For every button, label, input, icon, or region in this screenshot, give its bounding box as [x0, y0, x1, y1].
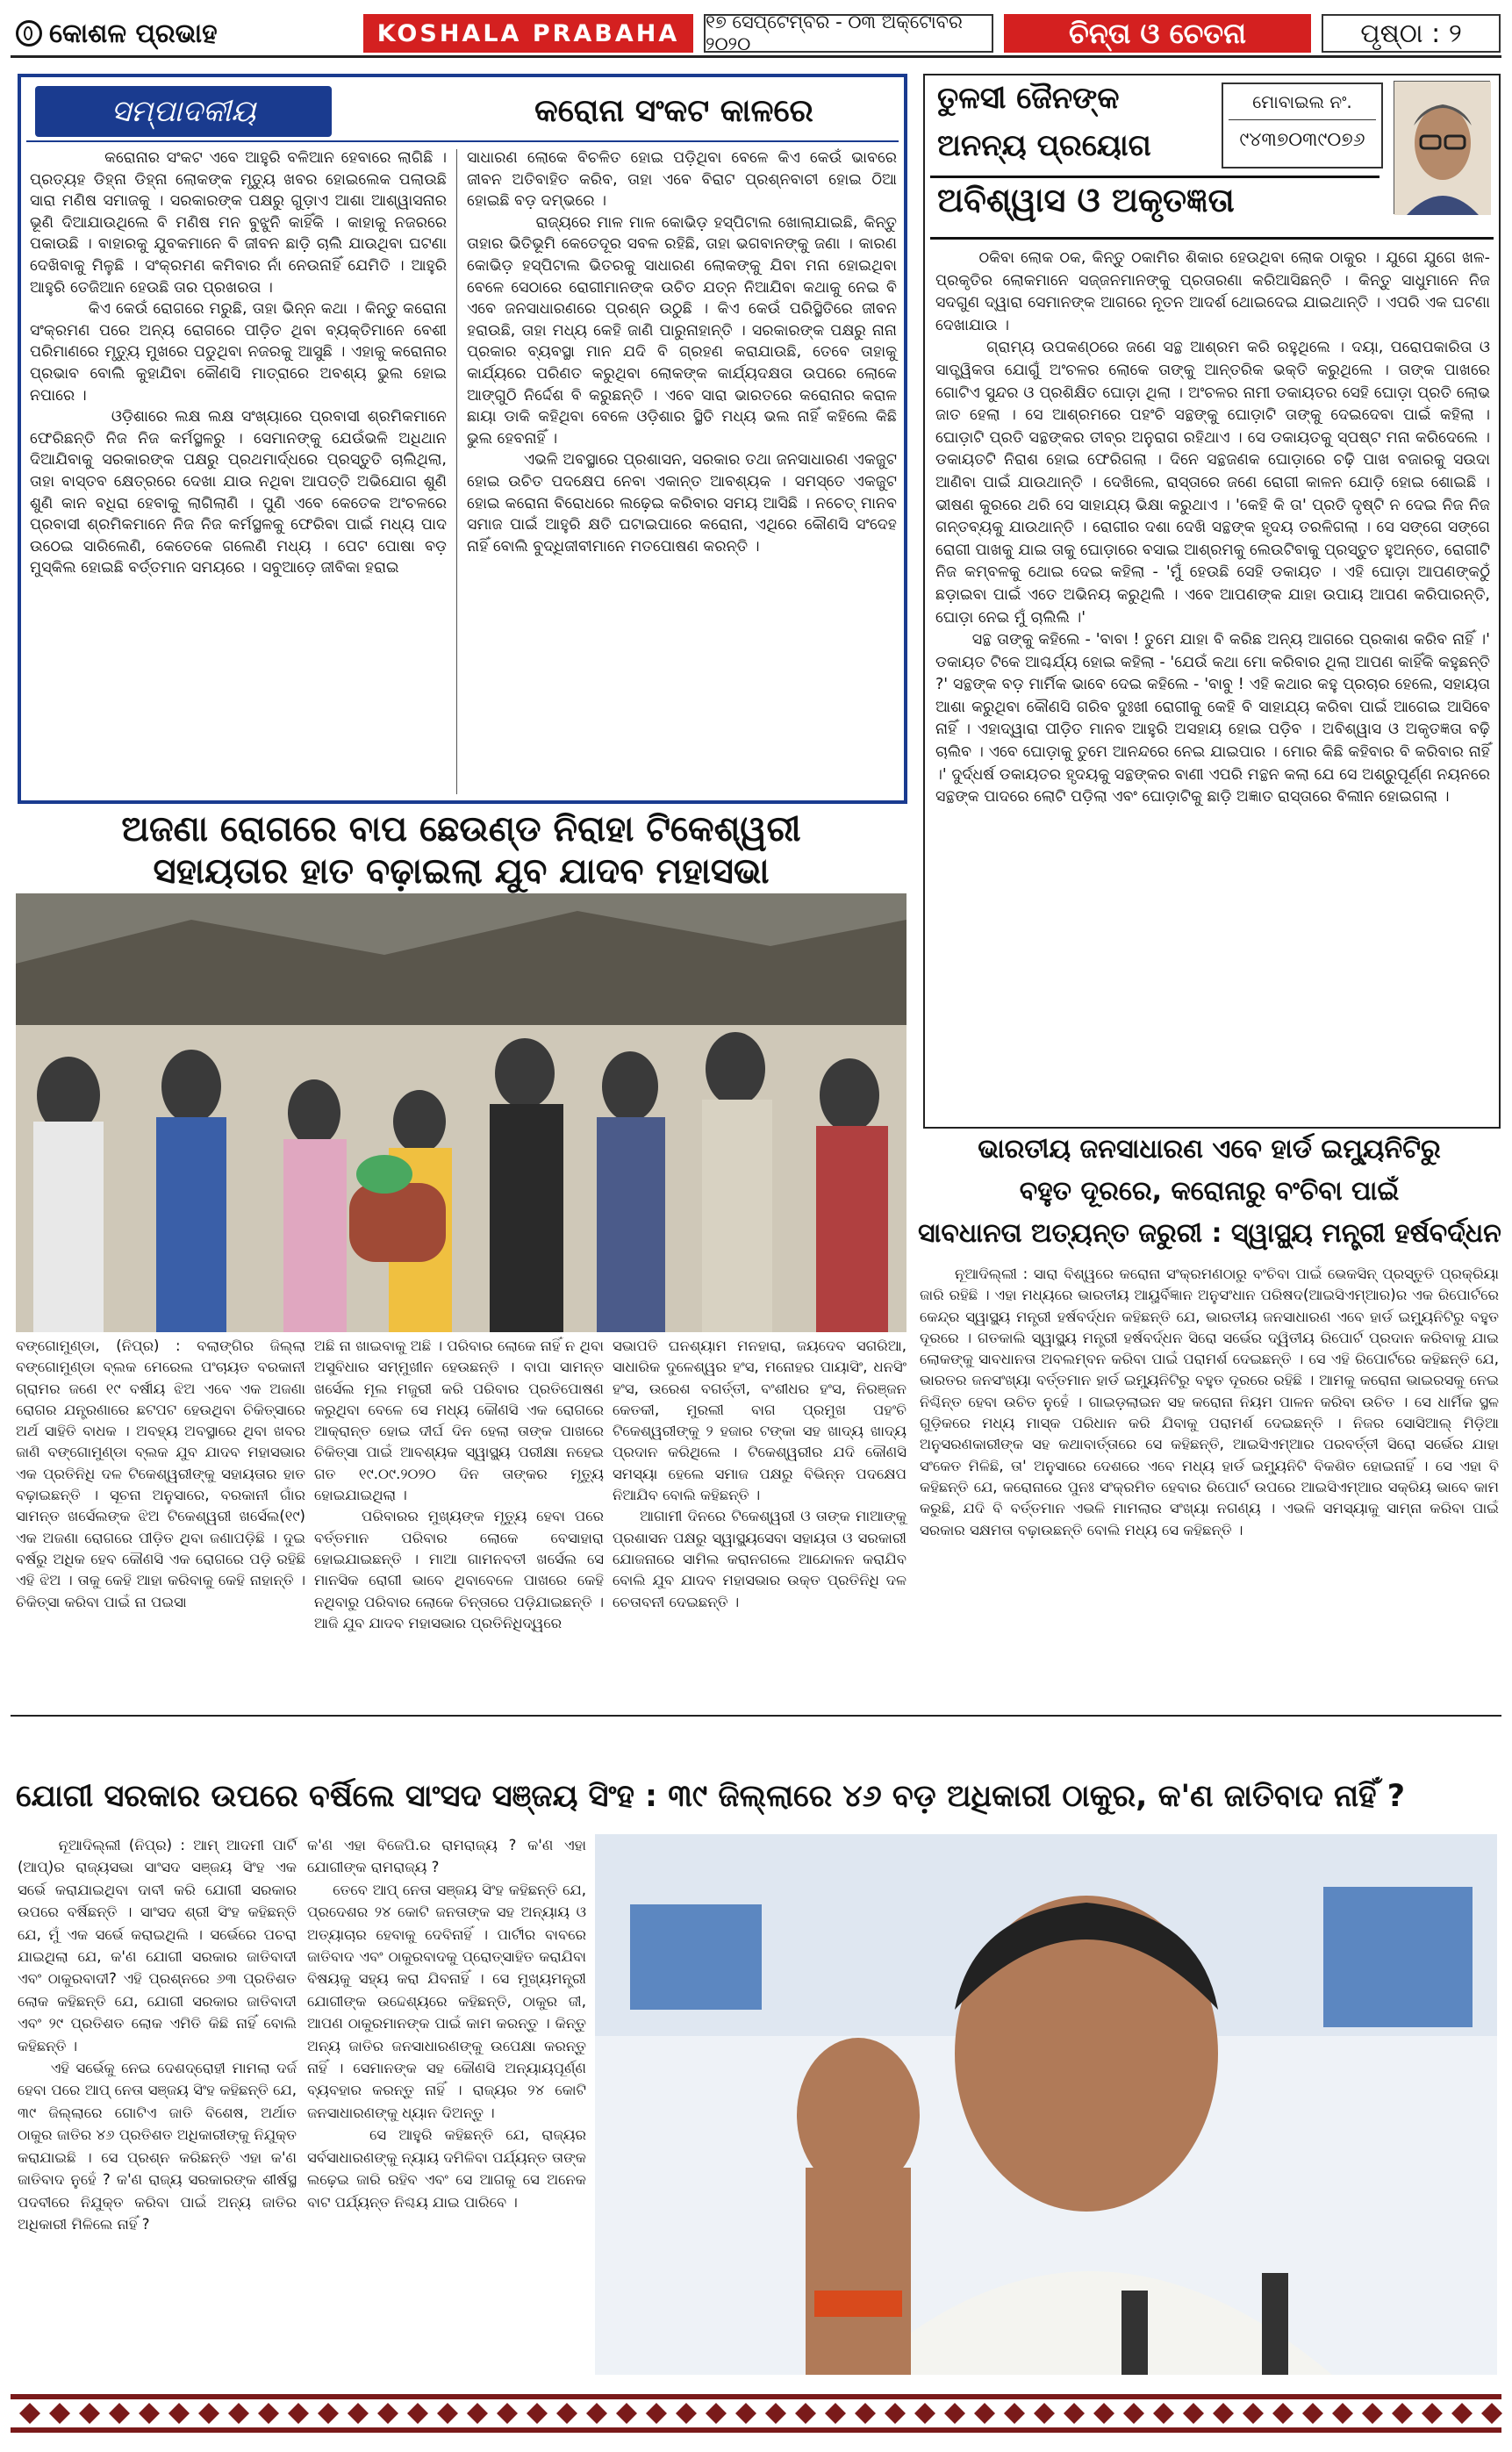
speaker-photo [595, 1834, 1497, 2375]
editorial-col2: ସାଧାରଣ ଲୋକେ ବିଚଳିତ ହୋଇ ପଡ଼ିଥିବା ବେଳେ କିଏ କେଉଁ ଭାବରେ ଜୀବନ ଅତିବାହିତ କରିବ, ତାହା ଏବେ ବିରାଟ ପ୍ରଶ୍ନବାଚୀ ହୋଇ ଠିଆ ହୋଇଛି ବଡ଼ ଦମ୍ଭରେ । ରାଜ୍ୟରେ ମାଳ ମାଳ କୋଭିଡ଼ ହସ୍ପିଟାଲ ଖୋଲାଯାଇଛି, କିନ୍ତୁ ତାହାର ଭିତିଭୂମି କେତେଦୂର ସବଳ ରହିଛି, ତାହା ଭଗବାନଙ୍କୁ ଜଣା । କାରଣ କୋଭିଡ଼ ହସ୍ପିଟାଲ ଭିତରକୁ ସାଧାରଣ ଲୋକଙ୍କୁ ଯିବା ମନା ହୋଇଥିବା ବେଳେ ସେଠାରେ ରୋଗୀମାନଙ୍କ ଉଚିତ ଯତ୍ନ ନିଆଯିବା କଥାକୁ ନେଇ ବି ଏବେ ଜନସାଧାରଣରେ ପ୍ରଶ୍ନ ଉଠୁଛି । କିଏ କେଉଁ ପରିସ୍ଥିତିରେ ଜୀବନ ହରାଉଛି, ତାହା ମଧ୍ୟ କେହି ଜାଣି ପାରୁନାହାନ୍ତି । ସରକାରଙ୍କ ପକ୍ଷରୁ ନାନା ପ୍ରକାର ବ୍ୟବସ୍ଥା ମାନ ଯଦି ବି ଗ୍ରହଣ କରାଯାଉଛି, ତେବେ ତାହାକୁ କାର୍ଯ୍ୟରେ ପରିଣତ କରୁଥିବା ଲୋକଙ୍କ କାର୍ଯ୍ୟଦକ୍ଷତା ଉପରେ ଲୋକେ ଆଙ୍ଗୁଠି ନିର୍ଦ୍ଦେଶ ବି କରୁଛନ୍ତି । ଏବେ ସାରା ଭାରତରେ କରୋନାର କରାଳ ଛାୟା ଡାକି କହିଥିବା ବେଳେ ଓଡ଼ିଶାର ସ୍ଥିତି ମଧ୍ୟ ଭଲ ନାହିଁ କହିଲେ କିଛି ଭୁଲ ହେବନାହିଁ । ଏଭଳି ଅବସ୍ଥାରେ ପ୍ରଶାସନ, ସରକାର ତଥା ଜନସାଧାରଣ ଏକଜୁଟ ହୋଇ ଉଚିତ ପଦକ୍ଷେପ ନେବା ଏକାନ୍ତ ଆବଶ୍ୟକ । ସମସ୍ତେ ଏକଜୁଟ ହୋଇ କରୋନା ବିରୋଧରେ ଲଢ଼େଇ କରିବାର ସମୟ ଆସିଛି । ନଚେତ୍ ମାନବ ସମାଜ ପାଇଁ ଆହୁରି କ୍ଷତି ଘଟାଇପାରେ କରୋନା, ଏଥିରେ କୌଣସି ସଂଦେହ ନାହିଁ ବୋଲି ବୁଦ୍ଧିଜୀବୀମାନେ ମତପୋଷଣ କରନ୍ତି । [467, 149, 897, 556]
newspaper-logo: କୋଶଳ ପ୍ରଭାହ [11, 14, 344, 53]
story1-col2: ଅଛି ନା ଖାଇବାକୁ ଅଛି । ପରିବାର ଲୋକେ ନାହିଁ ନ ଥିବା ଅସୁବିଧାର ସମ୍ମୁଖୀନ ହେଉଛନ୍ତି । ବାପା ସାମନ୍ତ ଖର୍ସେଲ ମୂଲ ମଜୁରୀ କରି ପରିବାର ପ୍ରତିପୋଷଣ କରୁଥିବା ବେଳେ ସେ ମଧ୍ୟ କୌଣସି ଏକ ରୋଗରେ ଆକ୍ରାନ୍ତ ହୋଇ ଦୀର୍ଘ ଦିନ ହେଲା ତାଙ୍କ ପାଖରେ ଚିକିତ୍ସା ପାଇଁ ଆବଶ୍ୟକ ସ୍ୱାସ୍ଥ୍ୟ ପରୀକ୍ଷା ନହେଇ ଗତ ୧୯.୦୯.୨୦୨୦ ଦିନ ତାଙ୍କର ମୃତ୍ୟୁ ହୋଇଯାଇଥିଲା । ପରିବାରର ମୁଖ୍ୟଙ୍କ ମୃତ୍ୟୁ ହେବା ପରେ ବର୍ତ୍ତମାନ ପରିବାର ଲୋକେ ବେସାହାରା ହୋଇଯାଇଛନ୍ତି । ମାଆ ଗାମନବତୀ ଖର୍ସେଲ ସେ ମାନସିକ ରୋଗୀ ଭାବେ ଥିବାବେଳେ ପାଖରେ କେହି ନଥିବାରୁ ପରିବାର ଲୋକେ ଚିନ୍ତାରେ ପଡ଼ିଯାଇଛନ୍ତି । ଆଜି ଯୁବ ଯାଦବ ମହାସଭାର ପ୍ରତିନିଧିଦ୍ୱରେ [314, 1337, 604, 1631]
column-headline: ଅବିଶ୍ୱାସ ଓ ଅକୃତଜ୍ଞତା [937, 181, 1235, 219]
page-number: ପୃଷ୍ଠା : ୨ [1322, 14, 1501, 53]
story3-col2: କ'ଣ ଏହା ବିଜେପି.ର ରାମରାଜ୍ୟ ? କ'ଣ ଏହା ଯୋଗୀଙ୍କ ରାମରାଜ୍ୟ ? ତେବେ ଆପ୍ ନେତା ସଞ୍ଜୟ ସିଂହ କହିଛନ୍ତି ଯେ, ପ୍ରଦେଶର ୨୪ କୋଟି ଜନତାଙ୍କ ସହ ଅନ୍ୟାୟ ଓ ଅତ୍ୟାଚାର ହେବାକୁ ଦେବିନାହିଁ । ପାର୍ଟୀର ବାବରେ ଜାତିବାଦ ଏବଂ ଠାକୁରବାଦକୁ ପ୍ରୋତ୍ସାହିତ କରାଯିବା ବିଷୟକୁ ସହ୍ୟ କରା ଯିବନାହିଁ । ସେ ମୁଖ୍ୟମନ୍ତ୍ରୀ ଯୋଗୀଙ୍କ ଉଦ୍ଦେଶ୍ୟରେ କହିଛନ୍ତି, ଠାକୁର ଜୀ, ଆପଣ ଠାକୁରମାନଙ୍କ ପାଇଁ କାମ କରନ୍ତୁ । କିନ୍ତୁ ଅନ୍ୟ ଜାତିର ଜନସାଧାରଣଙ୍କୁ ଉପେକ୍ଷା କରନ୍ତୁ ନାହିଁ । ସେମାନଙ୍କ ସହ କୌଣସି ଅନ୍ୟାୟପୂର୍ଣ୍ଣ ବ୍ୟବହାର କରନ୍ତୁ ନାହିଁ । ରାଜ୍ୟର ୨୪ କୋଟି ଜନସାଧାରଣଙ୍କୁ ଧ୍ୟାନ ଦିଅନ୍ତୁ । ସେ ଆହୁରି କହିଛନ୍ତି ଯେ, ରାଜ୍ୟର ସର୍ବସାଧାରଣଙ୍କୁ ନ୍ୟାୟ ଦମିଳିବା ପର୍ଯ୍ୟନ୍ତ ତାଙ୍କ ଲଢ଼େଇ ଜାରି ରହିବ ଏବଂ ସେ ଆଗକୁ ସେ ଅନେକ ବାଟ ପର୍ଯ୍ୟନ୍ତ ନିଶ୍ଚୟ ଯାଇ ପାରିବେ । [307, 1837, 586, 2211]
story2-headline-line2: ବହୁତ ଦୂରରେ, କରୋନାରୁ ବଂଚିବା ପାଇଁ [1019, 1176, 1400, 1207]
section-title: ଚିନ୍ତା ଓ ଚେତନା [1004, 14, 1311, 53]
column-body: ଠକିବା ଲୋକ ଠକ, କିନ୍ତୁ ଠକାମିର ଶିକାର ହେଉଥିବା ଲୋକ ଠାକୁର । ଯୁଗେ ଯୁଗେ ଖଳ-ପ୍ରକୃତିର ଲୋକମାନେ ସଜ୍ଜନମାନଙ୍କୁ ପ୍ରତାରଣା କରିଆସିଛନ୍ତି । କିନ୍ତୁ ସାଧୁମାନେ ନିଜ ସଦଗୁଣ ଦ୍ୱାରା ସେମାନଙ୍କ ଆଗରେ ନୂତନ ଆଦର୍ଶ ଥୋଇଦେଇ ଯାଇଥାନ୍ତି । ଏପରି ଏକ ଘଟଣା ଦେଖାଯାଉ । ଗ୍ରାମ୍ୟ ଉପକଣ୍ଠରେ ଜଣେ ସନ୍ଥ ଆଶ୍ରମ କରି ରହୁଥିଲେ । ଦୟା, ପରୋପକାରିତା ଓ ସାତ୍ତ୍ୱିକତା ଯୋଗୁଁ ଅଂଚଳର ଲୋକେ ତାଙ୍କୁ ଆନ୍ତରିକ ଭକ୍ତି କରୁଥିଲେ । ତାଙ୍କ ପାଖରେ ଗୋଟିଏ ସୁନ୍ଦର ଓ ପ୍ରଶିକ୍ଷିତ ଘୋଡ଼ା ଥିଲା । ଅଂଚଳର ନାମୀ ଡକାୟତର ସେହି ଘୋଡ଼ା ପ୍ରତି ଲୋଭ ଜାତ ହେଲା । ସେ ଆଶ୍ରମରେ ପହଂଚି ସନ୍ଥଙ୍କୁ ଘୋଡ଼ାଟି ତାଙ୍କୁ ଦେଇଦେବା ପାଇଁ କହିଲା । ଘୋଡ଼ାଟି ପ୍ରତି ସନ୍ଥଙ୍କର ତୀବ୍ର ଅନୁରାଗ ରହିଥାଏ । ସେ ଡକାୟତକୁ ସ୍ପଷ୍ଟ ମନା କରିଦେଲେ । ଡକାୟତଟି ନିରାଶ ହୋଇ ଫେରିଗଲା । ଦିନେ ସନ୍ଥଜଣକ ଘୋଡ଼ାରେ ଚଢ଼ି ପାଖ ବଜାରକୁ ସଉଦା ଆଣିବା ପାଇଁ ଯାଉଥାନ୍ତି । ଦେଖିଲେ, ରାସ୍ତାରେ ଜଣେ ରୋଗୀ କାଳନ ଯୋଡ଼ି ହୋଇ ଶୋଇଛି । ଭୀଷଣ କୁରରେ ଥରି ସେ ସାହାଯ୍ୟ ଭିକ୍ଷା କରୁଥାଏ । 'କେହି କି ତା' ପ୍ରତି ଦୃଷ୍ଟି ନ ଦେଇ ନିଜ ନିଜ ଗନ୍ତବ୍ୟକୁ ଯାଉଥାନ୍ତି । ରୋଗୀର ଦଶା ଦେଖି ସନ୍ଥଙ୍କ ହୃଦୟ ତରଳିଗଲା । ସେ ସଙ୍ଗେ ସଙ୍ଗେ ରୋଗୀ ପାଖକୁ ଯାଇ ତାକୁ ଘୋଡ଼ାରେ ବସାଇ ଆଶ୍ରମକୁ ଲେଉଟିବାକୁ ପ୍ରସ୍ତୁତ ହୁଅନ୍ତେ, ରୋଗୀଟି ନିଜ କମ୍ବଳକୁ ଥୋଇ ଦେଇ କହିଲା - 'ମୁଁ ହେଉଛି ସେହି ଡକାୟତ । ଏହି ଘୋଡ଼ା ଆପଣଙ୍କଠୁଁ ଛଡ଼ାଇବା ପାଇଁ ଏତେ ଅଭିନୟ କରୁଥିଲି । ଏବେ ଆପଣଙ୍କ ଯାହା ଉପାୟ ଆପଣ କରିପାରନ୍ତି, ଘୋଡ଼ା ନେଇ ମୁଁ ଚାଲିଲି ।' ସନ୍ଥ ତାଙ୍କୁ କହିଲେ - 'ବାବା ! ତୁମେ ଯାହା ବି କରିଛ ଅନ୍ୟ ଆଗରେ ପ୍ରକାଶ କରିବ ନାହିଁ ।' ଡକାୟତ ଟିକେ ଆଶ୍ଚର୍ଯ୍ୟ ହୋଇ କହିଲା - 'ଯେଉଁ କଥା ମୋ କରିବାର ଥିଲା ଆପଣ କାହିଁକି କହୁଛନ୍ତି ?' ସନ୍ଥଙ୍କ ବଡ଼ ମାର୍ମିକ ଭାବେ ଦେଇ କହିଲେ - 'ବାବୁ ! ଏହି କଥାର କହୁ ପ୍ରଚାର ହେଲେ, ସହାୟତା ଆଶା କରୁଥିବା କୌଣସି ଗରିବ ଦୁଃଖୀ ରୋଗୀକୁ କେହି ବି ସାହାଯ୍ୟ କରିବା ପାଇଁ ଆଗେଇ ଆସିବେ ନାହିଁ । ଏହାଦ୍ୱାରା ପୀଡ଼ିତ ମାନବ ଆହୁରି ଅସହାୟ ହୋଇ ପଡ଼ିବ । ଅବିଶ୍ୱାସ ଓ ଅକୃତଜ୍ଞତା ବଢ଼ି ଚାଲିବ । ଏବେ ଘୋଡ଼ାକୁ ତୁମେ ଆନନ୍ଦରେ ନେଇ ଯାଇପାର । ମୋର କିଛି କହିବାର ବି କରିବାର ନାହିଁ ।' ଦୁର୍ଦ୍ଧର୍ଷ ଡକାୟତର ହୃଦୟକୁ ସନ୍ଥଙ୍କର ବାଣୀ ଏପରି ମନ୍ଥନ କଲା ଯେ ସେ ଅଶ୍ରୁପୂର୍ଣ୍ଣ ନୟନରେ ସନ୍ଥଙ୍କ ପାଦରେ ଲୋଟି ପଡ଼ିଲା ଏବଂ ଘୋଡ଼ାଟିକୁ ଛାଡ଼ି ଅଜ୍ଞାତ ରାସ୍ତାରେ ବିଲୀନ ହୋଇଗଲା । [935, 249, 1490, 807]
issue-date: ୧୭ ସେପ୍ଟେମ୍ବର - ୦୩ ଅକ୍ଟୋବର ୨୦୨୦ [704, 14, 993, 53]
story1-headline-line1: ଅଜଣା ରୋଗରେ ବାପ ଛେଉଣ୍ଡ ନିରାହା ଟିକେଶ୍ୱରୀ [121, 809, 801, 850]
column-body-rule [930, 237, 1494, 240]
column-series-title-line2: ଅନନ୍ୟ ପ୍ରୟୋଗ [937, 128, 1151, 163]
author-portrait-photo [1394, 81, 1490, 214]
column-title-rule [930, 176, 1379, 178]
story2-headline-line1: ଭାରତୀୟ ଜନସାଧାରଣ ଏବେ ହାର୍ଡ ଇମ୍ୟୁନିଟିରୁ [978, 1134, 1441, 1165]
story2-headline-line3: ସାବଧାନତା ଅତ୍ୟନ୍ତ ଜରୁରୀ : ସ୍ୱାସ୍ଥ୍ୟ ମନ୍ତ୍ରୀ ହର୍ଷବର୍ଦ୍ଧନ [918, 1218, 1501, 1249]
section-divider [11, 1715, 1501, 1717]
footer-ornament [11, 2394, 1501, 2433]
masthead [11, 9, 1501, 58]
english-name-banner: KOSHALA PRABAHA [363, 14, 693, 53]
editorial-label: ସମ୍ପାଦକୀୟ [35, 86, 332, 137]
story3-col1: ନୂଆଦିଲ୍ଲୀ (ନିପ୍ର) : ଆମ୍ ଆଦମୀ ପାର୍ଟି (ଆପ୍)ର ରାଜ୍ୟସଭା ସାଂସଦ ସଞ୍ଜୟ ସିଂହ ଏକ ସର୍ଭେ କରାଯାଇଥିବା ଦାବୀ କରି ଯୋଗୀ ସରକାର ଉପରେ ବର୍ଷିଛନ୍ତି । ସାଂସଦ ଶ୍ରୀ ସିଂହ କହିଛନ୍ତି ଯେ, ମୁଁ ଏକ ସର୍ଭେ କରାଇଥିଲି । ସର୍ଭେରେ ପଚରା ଯାଇଥିଲା ଯେ, କ'ଣ ଯୋଗୀ ସରକାର ଜାତିବାଦୀ ଏବଂ ଠାକୁରବାଦୀ? ଏହି ପ୍ରଶ୍ନରେ ୬୩ ପ୍ରତିଶତ ଲୋକ କହିଛନ୍ତି ଯେ, ଯୋଗୀ ସରକାର ଜାତିବାଦୀ ଏବଂ ୨୯ ପ୍ରତିଶତ ଲୋକ ଏମିତି କିଛି ନାହିଁ ବୋଲି କହିଛନ୍ତି । ଏହି ସର୍ଭେକୁ ନେଇ ଦେଶଦ୍ରୋହୀ ମାମଲା ଦର୍ଜ ହେବା ପରେ ଆପ୍ ନେତା ସଞ୍ଜୟ ସିଂହ କହିଛନ୍ତି ଯେ, ୩୯ ଜିଲ୍ଲାରେ ଗୋଟିଏ ଜାତି ବିଶେଷ, ଅର୍ଥାତ ଠାକୁର ଜାତିର ୪୬ ପ୍ରତିଶତ ଅଧିକାରୀଙ୍କୁ ନିଯୁକ୍ତ କରାଯାଇଛି । ସେ ପ୍ରଶ୍ନ କରିଛନ୍ତି ଏହା କ'ଣ ଜାତିବାଦ ନୁହେଁ ? କ'ଣ ରାଜ୍ୟ ସରକାରଙ୍କ ଶୀର୍ଷସ୍ଥ ପଦବୀରେ ନିଯୁକ୍ତ କରିବା ପାଇଁ ଅନ୍ୟ ଜାତିର ଅଧିକାରୀ ମିଳିଲେ ନାହିଁ ? [18, 1837, 297, 2233]
mobile-number-box [1222, 82, 1383, 168]
editorial-headline: କରୋନା ସଂକଟ କାଳରେ [534, 93, 813, 129]
logo-icon [16, 20, 42, 47]
story1-headline-line2: ସହାୟତାର ହାତ ବଢ଼ାଇଲା ଯୁବ ଯାଦବ ମହାସଭା [153, 851, 770, 892]
editorial-rule [26, 140, 899, 142]
story1-col3: ସଭାପତି ଘନଶ୍ୟାମ ମନହାରା, ଜୟଦେବ ସଗରିଆ, ସାଧାରିକ ଦୁଳେଶ୍ୱର ହଂସ, ମନୋହର ପାୟାସିଂ, ଧନସିଂ ହଂସ, ଉରେଶ ବଗର୍ତ୍ତୀ, ବଂଶୀଧର ହଂସ, ନିରଞ୍ଜନ କେତକୀ, ମୁରଲୀ ବାଗ ପ୍ରମୁଖ ପହଂଚି ଟିକେଶ୍ୱରୀଙ୍କୁ ୨ ହଜାର ଟଙ୍କା ସହ ଖାଦ୍ୟ ଖାଦ୍ୟ ପ୍ରଦାନ କରିଥିଲେ । ଟିକେଶ୍ୱରୀର ଯଦି କୌଣସି ସମସ୍ୟା ହେଲେ ସମାଜ ପକ୍ଷରୁ ବିଭିନ୍ନ ପଦକ୍ଷେପ ନିଆଯିବ ବୋଲି କହିଛନ୍ତି । ଆଗାମୀ ଦିନରେ ଟିକେଶ୍ୱରୀ ଓ ତାଙ୍କ ମାଆଙ୍କୁ ପ୍ରଶାସନ ପକ୍ଷରୁ ସ୍ୱାସ୍ଥ୍ୟସେବା ସହାୟତା ଓ ସରକାରୀ ଯୋଜନାରେ ସାମିଲ କରାନଗଲେ ଆନ୍ଦୋଳନ କରାଯିବ ବୋଲି ଯୁବ ଯାଦବ ମହାସଭାର ଉକ୍ତ ପ୍ରତିନିଧି ଦଳ ଚେତାବନୀ ଦେଇଛନ୍ତି । [613, 1337, 906, 1610]
story2-body: ନୂଆଦିଲ୍ଲୀ : ସାରା ବିଶ୍ୱରେ କରୋନା ସଂକ୍ରମଣଠାରୁ ବଂଚିବା ପାଇଁ ଭେକସିନ୍ ପ୍ରସ୍ତୁତି ପ୍ରକ୍ରିୟା ଜାରି ରହିଛି । ଏହା ମଧ୍ୟରେ ଭାରତୀୟ ଆୟୁର୍ବିଜ୍ଞାନ ଅନୁସଂଧାନ ପରିଷଦ(ଆଇସିଏମ୍ଆର)ର ଏକ ରିପୋର୍ଟରେ କେନ୍ଦ୍ର ସ୍ୱାସ୍ଥ୍ୟ ମନ୍ତ୍ରୀ ହର୍ଷବର୍ଦ୍ଧନ କହିଛନ୍ତି ଯେ, ଭାରତୀୟ ଜନସାଧାରଣ ଏବେ ହାର୍ଡ ଇମ୍ୟୁନିଟିରୁ ବହୁତ ଦୂରରେ । ଗତକାଲି ସ୍ୱାସ୍ଥ୍ୟ ମନ୍ତ୍ରୀ ହର୍ଷବର୍ଦ୍ଧନ ସିରୋ ସର୍ଭେର ଦ୍ୱିତୀୟ ରିପୋର୍ଟ ପ୍ରଦାନ କରିବାକୁ ଯାଇ ଲୋକଙ୍କୁ ସାବଧାନତା ଅବଲମ୍ବନ କରିବା ପାଇଁ ପରାମର୍ଶ ଦେଇଛନ୍ତି । ସେ ଏହି ରିପୋର୍ଟରେ କହିଛନ୍ତି ଯେ, ଭାରତର ଜନସଂଖ୍ୟା ବର୍ତ୍ତମାନ ହାର୍ଡ ଇମ୍ୟୁନିଟିରୁ ବହୁତ ଦୂରରେ ରହିଛି । ଆମକୁ କରୋନା ଭାଇରସକୁ ନେଇ ନିଶ୍ଚିନ୍ତ ହେବା ଉଚିତ ନୁହେଁ । ଗାଇଡ଼ଲାଇନ ସହ କରୋନା ନିୟମ ପାଳନ କରିବା ଉଚିତ । ସେ ଧାର୍ମିକ ସ୍ଥଳ ଗୁଡ଼ିକରେ ମଧ୍ୟ ମାସ୍କ ପରିଧାନ କରି ଯିବାକୁ ପରାମର୍ଶ ଦେଇଛନ୍ତି । ନିଜର ସୋସିଆଲ୍ ମିଡ଼ିଆ ଅନୁସରଣକାରୀଙ୍କ ସହ କଥାବାର୍ତ୍ତାରେ ସେ କହିଛନ୍ତି, ଆଇସିଏମ୍ଆର ପରବର୍ତ୍ତୀ ସିରୋ ସର୍ଭେର ଯାହା ସଂକେତ ମିଳିଛି, ତା' ଅନୁସାରେ ଦେଶରେ ଏବେ ମଧ୍ୟ ହାର୍ଡ ଇମ୍ୟୁନିଟି ବିକଶିତ ହୋଇନାହିଁ । ସେ ଏହା ବି କହିଛନ୍ତି ଯେ, କରୋନାରେ ପୁନଃ ସଂକ୍ରମିତ ହେବାର ରିପୋର୍ଟ ଉପରେ ଆଇସିଏମ୍ଆର ସକ୍ରିୟ ଭାବେ କାମ କରୁଛି, ଯଦି ବି ବର୍ତ୍ତମାନ ଏଭଳି ମାମଲାର ସଂଖ୍ୟା ନଗଣ୍ୟ । ଏଭଳି ସମସ୍ୟାକୁ ସାମ୍ନା କରିବା ପାଇଁ ସରକାର ସକ୍ଷମତା ବଢ଼ାଉଛନ୍ତି ବୋଲି ମଧ୍ୟ ସେ କହିଛନ୍ତି । [920, 1265, 1504, 1538]
column-rule [456, 149, 457, 794]
story1-col1: ବଙ୍ଗୋମୁଣ୍ଡା, (ନିପ୍ର) : ବଲାଙ୍ଗିର ଜିଲ୍ଲା ବଙ୍ଗୋମୁଣ୍ଡା ବ୍ଲକ ମେରେଲ ପଂଚାୟତ ବରକାନୀ ଗ୍ରାମର ଜଣେ ୧୯ ବର୍ଷୀୟ ଝିଅ ଏବେ ଏକ ଅଜଣା ରୋଗର ଯନ୍ତ୍ରଣାରେ ଛଟପଟ ହେଉଥିବା ଚିକିତ୍ସାରେ ଅର୍ଥ ସାହିତି ବାଧକ । ଅବହ୍ୟ ଅବସ୍ଥାରେ ଥିବା ଖବର ଜାଣି ବଙ୍ଗୋମୁଣ୍ଡା ବ୍ଲକ ଯୁବ ଯାଦବ ମହାସଭାର ଏକ ପ୍ରତିନିଧି ଦଳ ଟିକେଶ୍ୱରୀଙ୍କୁ ସହାୟତାର ହାତ ବଢ଼ାଇଛନ୍ତି । ସୂଚନା ଅନୁସାରେ, ବରକାନୀ ଗାଁର ସାମନ୍ତ ଖର୍ସେଲଙ୍କ ଝିଅ ଟିକେଶ୍ୱରୀ ଖର୍ସେଲ(୧୯) ଏକ ଅଜଣା ରୋଗରେ ପୀଡ଼ିତ ଥିବା ଜଣାପଡ଼ିଛି । ଦୁଇ ବର୍ଷରୁ ଅଧିକ ହେବ କୌଣସି ଏକ ରୋଗରେ ପଡ଼ି ରହିଛି ଏହି ଝିଅ । ତାକୁ କେହି ଆହା କରିବାକୁ କେହି ନାହାନ୍ତି । ଚିକିତ୍ସା କରିବା ପାଇଁ ନା ପଇସା [16, 1337, 311, 1610]
crowd-photo [16, 893, 906, 1332]
editorial-col1: କରୋନାର ସଂକଟ ଏବେ ଆହୁରି ବଳିଆନ ହେବାରେ ଲାଗିଛି । ପ୍ରତ୍ୟହ ଡିହ୍ନା ଡିହ୍ନା ଲୋକଙ୍କ ମୃତ୍ୟୁ ଖବର ହୋଇଲେକ ପଲାଉଛି ସାରା ମଣିଷ ସମାଜକୁ । ସରକାରଙ୍କ ପକ୍ଷରୁ ଗୁଡ଼ାଏ ଆଶା ଆଶ୍ୱାସନାର ଭୂଣି ଦିଆଯାଉଥିଲେ ବି ମଣିଷ ମନ ବୁଝୁନି କାହିଁକି । କାହାକୁ ନଜରରେ ପକାଉଛି । ବାହାରକୁ ଯୁବକମାନେ ବି ଜୀବନ ଛାଡ଼ି ଚାଲି ଯାଉଥିବା ଘଟଣା ଦେଖିବାକୁ ମିଳୁଛି । ସଂକ୍ରମଣ କମିବାର ନାଁ ନେଉନାହିଁ ଯେମିତି । ଆହୁରି ଆହୁରି ତେଜିଆନ ହେଉଛି ତାର ପ୍ରଖରତା । କିଏ କେଉଁ ରୋଗରେ ମରୁଛି, ତାହା ଭିନ୍ନ କଥା । କିନ୍ତୁ କରୋନା ସଂକ୍ରମଣ ପରେ ଅନ୍ୟ ରୋଗରେ ପୀଡ଼ିତ ଥିବା ବ୍ୟକ୍ତିମାନେ ବେଶୀ ପରିମାଣରେ ମୃତ୍ୟୁ ମୁଖରେ ପଡୁଥିବା ନଜରକୁ ଆସୁଛି । ଏହାକୁ କରୋନାର ପ୍ରଭାବ ବୋଲି କୁହାଯିବା କୌଣସି ମାତ୍ରାରେ ଅବଶ୍ୟ ଭୁଲ ହୋଇ ନପାରେ । ଓଡ଼ିଶାରେ ଲକ୍ଷ ଲକ୍ଷ ସଂଖ୍ୟାରେ ପ୍ରବାସୀ ଶ୍ରମିକମାନେ ଫେରିଛନ୍ତି ନିଜ ନିଜ କର୍ମସ୍ଥଳରୁ । ସେମାନଙ୍କୁ ଯେଉଁଭଳି ଅଧିଥାନ ଦିଆଯିବାକୁ ସରକାରଙ୍କ ପକ୍ଷରୁ ପ୍ରଥମାର୍ଦ୍ଧରେ ପ୍ରସ୍ତୁତି ଚାଲିଥିଲା, ତାହା ବାସ୍ତବ କ୍ଷେତ୍ରରେ ଦେଖା ଯାଉ ନଥିବା ଆପତ୍ତି ଅଭିଯୋଗ ଶୁଣି ଶୁଣି କାନ ବଧିରା ହେବାକୁ ଲାଗିଲାଣି । ପୁଣି ଏବେ କେତେକ ଅଂଚଳରେ ପ୍ରବାସୀ ଶ୍ରମିକମାନେ ନିଜ ନିଜ କର୍ମସ୍ଥଳକୁ ଫେରିବା ପାଇଁ ମଧ୍ୟ ପାଦ ଉଠେଇ ସାରିଲେଣି, କେତେକେ ଗଲେଣି ମଧ୍ୟ । ପେଟ ପୋଷା ବଡ଼ ମୁସ୍କିଲ ହୋଇଛି ବର୍ତ୍ତମାନ ସମୟରେ । ସବୁଆଡ଼େ ଜୀବିକା ହରାଇ [30, 149, 447, 577]
story3-headline: ଯୋଗୀ ସରକାର ଉପରେ ବର୍ଷିଲେ ସାଂସଦ ସଞ୍ଜୟ ସିଂହ : ୩୯ ଜିଲ୍ଲାରେ ୪୬ ବଡ଼ ଅଧିକାରୀ ଠାକୁର, କ'ଣ ଜାତିବାଦ ନାହିଁ ? [16, 1779, 1406, 1814]
mobile-label: ମୋବାଇଲ ନଂ. [1252, 91, 1352, 112]
mobile-number: ୯୪୩୭୦୩୯୦୭୬ [1239, 129, 1365, 151]
column-series-title-line1: ତୁଳସୀ ଜୈନଙ୍କ [937, 81, 1120, 116]
